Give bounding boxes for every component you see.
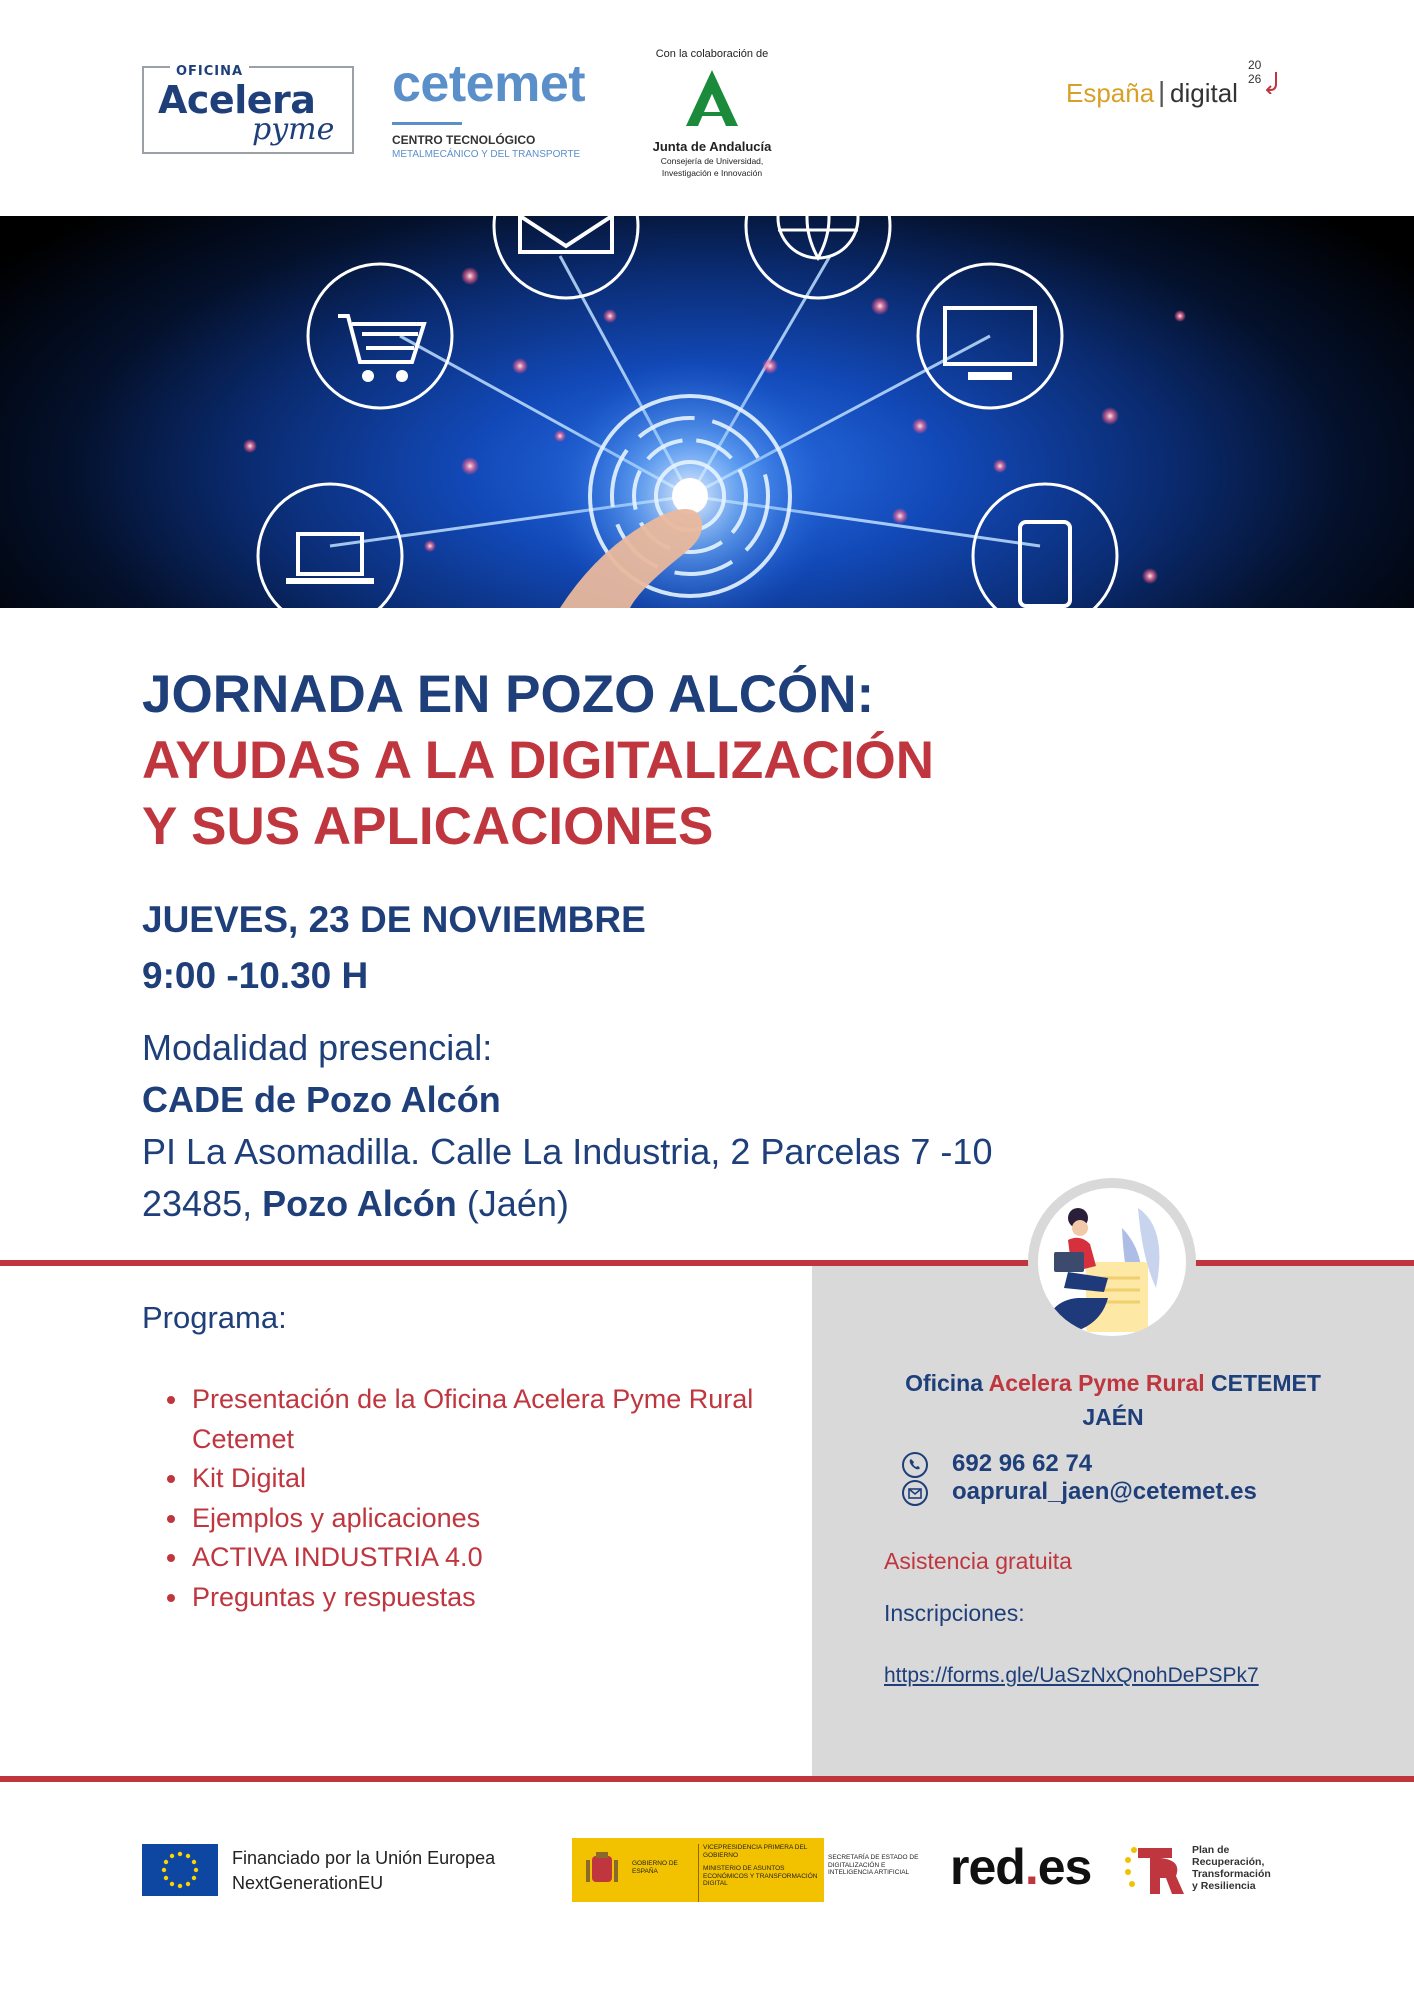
title-line3: Y SUS APLICACIONES (142, 797, 714, 856)
gob-col3-box (824, 1838, 930, 1902)
event-town-line (142, 1178, 992, 1230)
phone-number[interactable]: 692 96 62 74 (952, 1450, 1093, 1477)
gobierno-espana-logo (572, 1838, 930, 1902)
title-line1: JORNADA EN POZO ALCÓN: (142, 665, 875, 724)
gob-col2-a: VICEPRESIDENCIA PRIMERA DEL GOBIERNO (703, 1844, 808, 1859)
registration-link[interactable]: https://forms.gle/UaSzNxQnohDePSPk7 (884, 1664, 1259, 1687)
program-heading: Programa: (142, 1300, 287, 1335)
gob-col1: GOBIERNO DE ESPAÑA (632, 1860, 678, 1875)
event-modality: Modalidad presencial: (142, 1027, 493, 1068)
cetemet-logo-bar (392, 122, 462, 125)
cetemet-logo-line2: METALMECÁNICO Y DEL TRANSPORTE (392, 149, 581, 160)
phone-icon (902, 1452, 928, 1478)
prtr-line1: Plan de (1192, 1844, 1230, 1856)
event-date: JUEVES, 23 DE NOVIEMBRE (142, 899, 646, 940)
prtr-emblem-icon (1124, 1842, 1186, 1898)
eu-line1: Financiado por la Unión Europea (232, 1848, 496, 1868)
program-item: • Kit Digital (190, 1459, 830, 1499)
email-icon (902, 1480, 928, 1506)
gob-col3: SECRETARÍA DE ESTADO DE DIGITALIZACIÓN E INTELIGENCIA ARTIFICIAL (828, 1854, 919, 1876)
woman-laptop-avatar (1028, 1178, 1196, 1346)
acelera-logo-acelera: Acelera (158, 78, 316, 122)
event-postal-code: 23485, (142, 1183, 253, 1224)
program-item: • Preguntas y respuestas (190, 1578, 830, 1618)
office-name (812, 1366, 1414, 1434)
prtr-line4: y Resiliencia (1192, 1880, 1256, 1892)
junta-andalucia-logo (632, 48, 792, 188)
office-name-cetemet: CETEMET (1211, 1370, 1321, 1396)
title-line2: AYUDAS A LA DIGITALIZACIÓN (142, 731, 935, 790)
redes-es: es (1037, 1839, 1092, 1895)
prtr-line3: Transformación (1192, 1868, 1271, 1880)
espana-digital-logo (1060, 56, 1280, 116)
digital-network-illustration (0, 216, 1414, 608)
espana-logo-digital: digital (1170, 78, 1238, 108)
avatar-illustration (1038, 1188, 1186, 1336)
coat-of-arms-icon (582, 1850, 622, 1890)
event-venue-name: CADE de Pozo Alcón (142, 1079, 501, 1120)
program-item: • ACTIVA INDUSTRIA 4.0 (190, 1538, 830, 1578)
acelera-logo-oficina: OFICINA (170, 64, 249, 79)
event-time: 9:00 -10.30 H (142, 955, 369, 996)
prtr-line2: Recuperación, (1192, 1856, 1265, 1868)
office-name-oficina: Oficina (905, 1370, 984, 1396)
bottom-red-divider (0, 1776, 1414, 1782)
program-item: • Ejemplos y aplicaciones (190, 1499, 830, 1539)
espana-logo-year-bottom: 26 (1248, 72, 1262, 86)
email-address[interactable]: oaprural_jaen@cetemet.es (952, 1478, 1257, 1505)
espana-logo-arrow-icon (1266, 70, 1280, 94)
registration-label: Inscripciones: (884, 1600, 1025, 1626)
espana-logo-espana: España (1066, 78, 1155, 108)
cetemet-logo (392, 55, 612, 168)
event-datetime (142, 892, 646, 1004)
woman-laptop-icon (1038, 1188, 1186, 1336)
junta-emblem-icon (680, 66, 744, 130)
gob-col2 (698, 1844, 821, 1902)
redes-red: red (950, 1839, 1025, 1895)
event-address: PI La Asomadilla. Calle La Industria, 2 Parcelas 7 -10 (142, 1131, 993, 1172)
eu-line2: NextGenerationEU (232, 1873, 384, 1893)
junta-collab-text: Con la colaboración de (655, 48, 769, 60)
event-province: (Jaén) (466, 1183, 569, 1224)
red-es-logo (950, 1838, 1091, 1896)
event-title (142, 662, 1292, 860)
espana-logo-year (1248, 58, 1261, 86)
free-attendance: Asistencia gratuita (884, 1548, 1072, 1574)
eu-funding-text (232, 1846, 495, 1896)
eu-flag-icon (142, 1844, 218, 1896)
program-item: • Presentación de la Oficina Acelera Pyme Rural Cetemet (190, 1380, 830, 1459)
prtr-text (1192, 1844, 1271, 1892)
program-list (156, 1380, 830, 1617)
cetemet-logo-line1: CENTRO TECNOLÓGICO (392, 133, 536, 147)
redes-dot: . (1024, 1839, 1038, 1895)
junta-dept-line1: Consejería de Universidad, (660, 156, 764, 166)
office-name-acelera: Acelera Pyme Rural (988, 1370, 1205, 1396)
espana-logo-year-top: 20 (1248, 58, 1262, 72)
office-name-line1 (812, 1366, 1414, 1400)
junta-dept-line2: Investigación e Innovación (661, 168, 763, 179)
gob-col2-b: MINISTERIO DE ASUNTOS ECONÓMICOS Y TRANSFORMACIÓN DIGITAL (703, 1865, 818, 1887)
event-venue (142, 1022, 992, 1230)
espana-logo-separator: | (1158, 76, 1166, 107)
office-name-line2: JAÉN (1082, 1404, 1144, 1430)
junta-name: Junta de Andalucía (652, 139, 772, 154)
cetemet-logo-name: cetemet (392, 55, 586, 113)
acelera-pyme-logo (142, 66, 354, 154)
hero-banner-image (0, 216, 1414, 608)
acelera-logo-pyme: pyme (252, 112, 335, 147)
event-town: Pozo Alcón (262, 1183, 457, 1224)
